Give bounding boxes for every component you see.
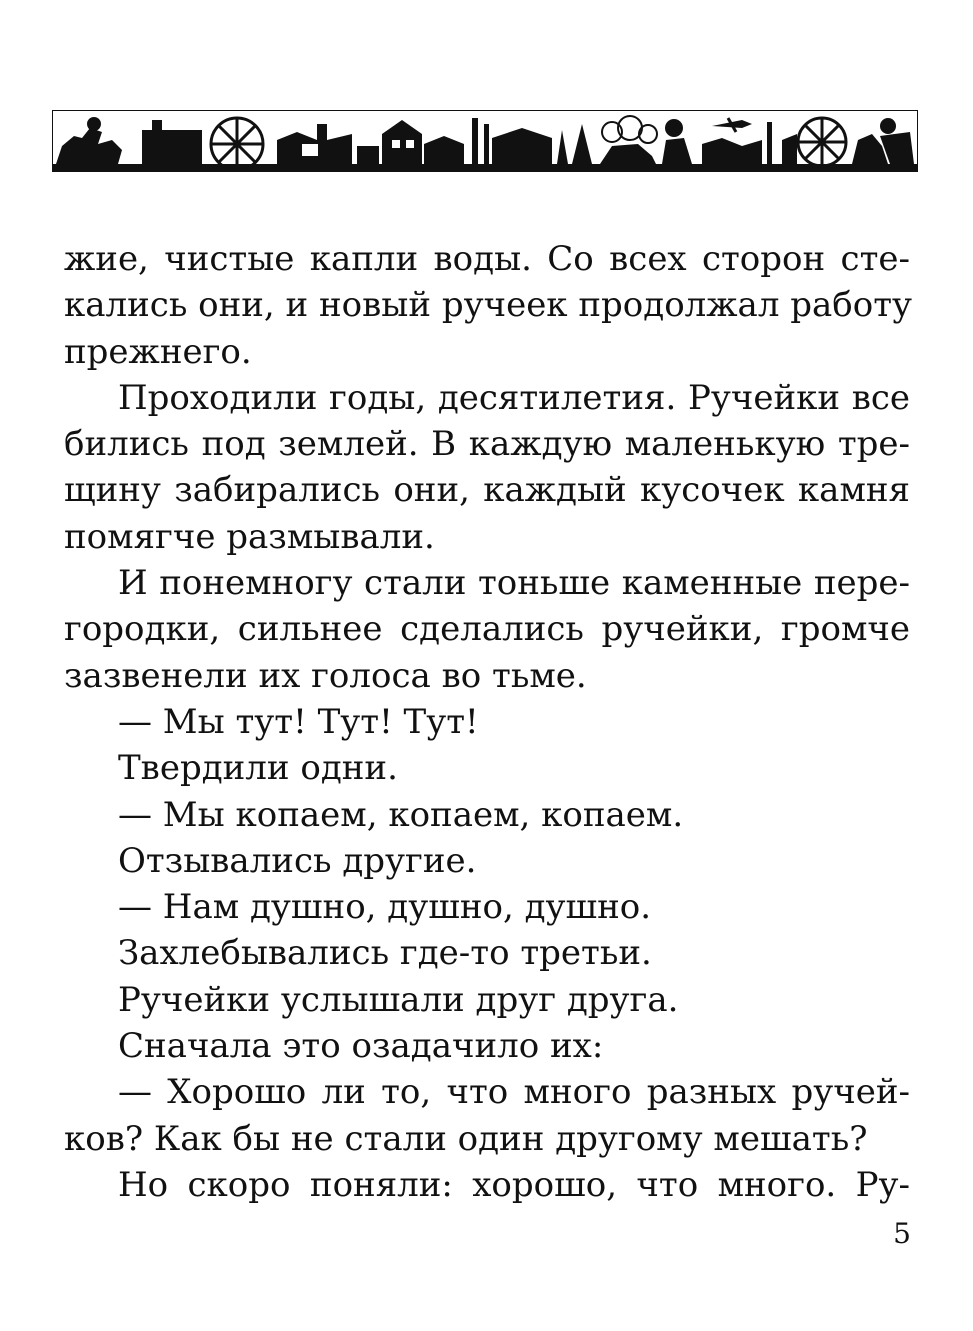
page-number: 5 bbox=[893, 1217, 911, 1250]
text-line: помягче размывали. bbox=[64, 516, 435, 557]
text-line: — Хорошо ли то, что много разных ручей- bbox=[118, 1072, 910, 1113]
text-line: — Мы копаем, копаем, копаем. bbox=[118, 794, 684, 835]
decorative-banner bbox=[52, 110, 918, 172]
text-line: Отзывались другие. bbox=[118, 840, 477, 881]
text-line: зазвенели их голоса во тьме. bbox=[64, 655, 587, 696]
text-line: Твердили одни. bbox=[118, 748, 398, 789]
body-text bbox=[64, 236, 913, 1208]
text-line: — Нам душно, душно, душно. bbox=[118, 887, 652, 928]
text-line: щину забирались они, каждый кусочек камня bbox=[64, 470, 910, 511]
text-line: ков? Как бы не стали один другому мешать? bbox=[64, 1118, 868, 1159]
text-line: Проходили годы, десятилетия. Ручейки все bbox=[118, 377, 910, 418]
text-line: Захлебывались где-то третьи. bbox=[118, 933, 652, 974]
text-line: кались они, и новый ручеек продолжал работу bbox=[64, 285, 913, 326]
text-line: Сначала это озадачило их: bbox=[118, 1026, 604, 1067]
text-line: Но скоро поняли: хорошо, что много. Ру- bbox=[118, 1164, 910, 1205]
text-line: Ручейки услышали друг друга. bbox=[118, 979, 679, 1020]
industrial-silhouette-icon bbox=[52, 110, 918, 172]
text-line: И понемногу стали тоньше каменные пере- bbox=[118, 563, 910, 604]
text-line: прежнего. bbox=[64, 331, 252, 372]
text-line: бились под землей. В каждую маленькую тре- bbox=[64, 424, 910, 465]
text-line: городки, сильнее сделались ручейки, громче bbox=[64, 609, 910, 650]
text-line: — Мы тут! Тут! Тут! bbox=[118, 701, 479, 742]
text-line: жие, чистые капли воды. Со всех сторон сте- bbox=[64, 239, 910, 279]
